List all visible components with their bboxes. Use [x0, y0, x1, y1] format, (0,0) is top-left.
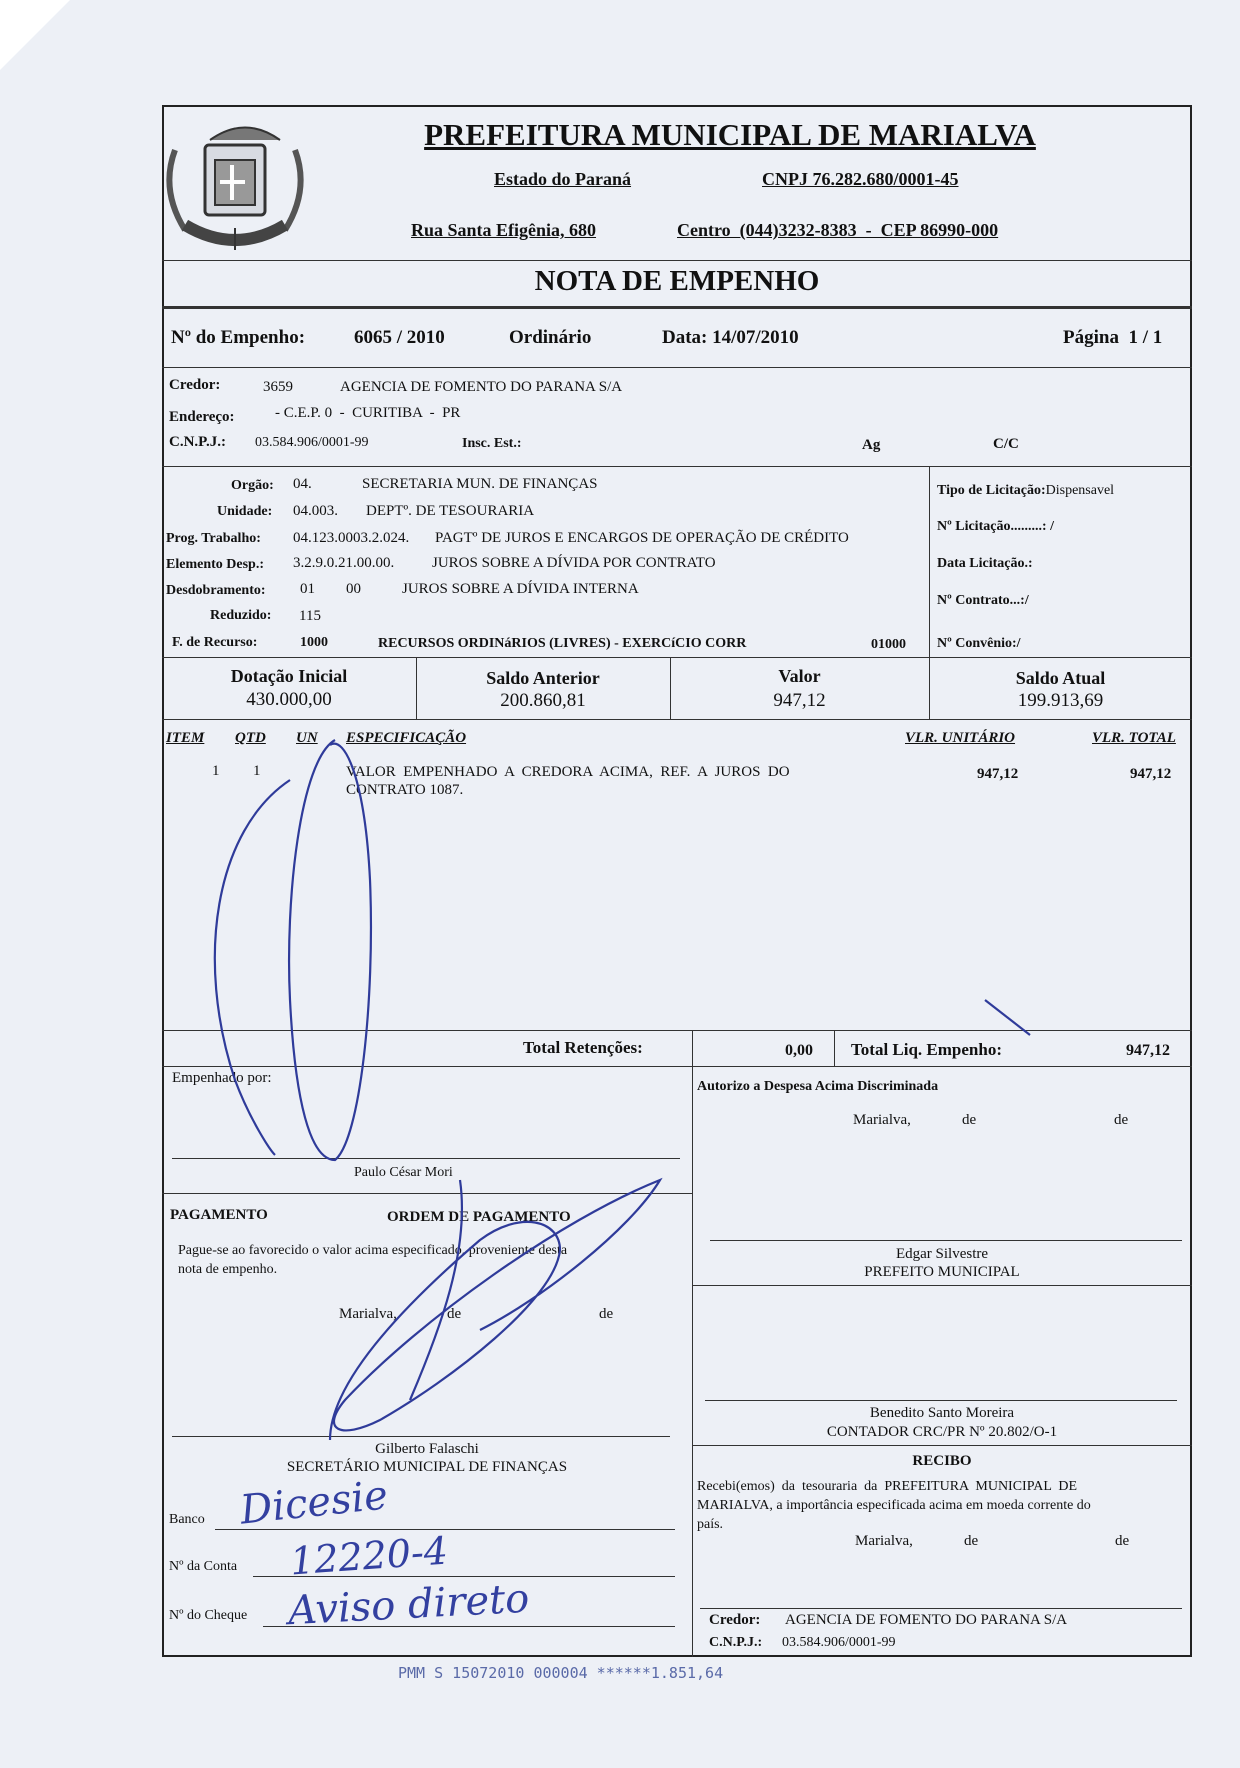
prefeito-cargo: PREFEITO MUNICIPAL — [864, 1264, 1020, 1280]
empenhado-nome: Paulo César Mori — [354, 1165, 453, 1180]
tipo-licitacao: Tipo de Licitação:Dispensavel — [937, 483, 1115, 498]
saldo-atual-label: Saldo Atual — [1015, 668, 1106, 688]
conta-corrente-label: C/C — [993, 436, 1019, 452]
org-cnpj: CNPJ 76.282.680/0001-45 — [762, 169, 959, 189]
cnpj-label: C.N.P.J.: — [169, 434, 226, 450]
fonte-recurso-code: 1000 — [300, 635, 328, 650]
cheque-label: Nº do Cheque — [169, 1608, 248, 1623]
col-especificacao: ESPECIFICAÇÃO — [346, 730, 467, 746]
credor-cnpj: 03.584.906/0001-99 — [255, 435, 369, 450]
banco-label: Banco — [169, 1512, 205, 1527]
unidade-label: Unidade: — [217, 504, 273, 519]
desdobramento-name: JUROS SOBRE A DÍVIDA INTERNA — [402, 581, 639, 597]
autorizo-text: Autorizo a Despesa Acima Discriminada — [697, 1079, 939, 1094]
item-desc-line2: CONTRATO 1087. — [346, 782, 464, 798]
item-total-value: 947,12 — [1130, 766, 1172, 782]
recibo-title: RECIBO — [912, 1453, 972, 1469]
reduzido-label: Reduzido: — [210, 608, 272, 623]
elemento-code: 3.2.9.0.21.00.00. — [293, 555, 395, 571]
credor-address: - C.E.P. 0 - CURITIBA - PR — [275, 405, 461, 421]
recibo-cnpj-label: C.N.P.J.: — [709, 1635, 763, 1650]
autorizo-local: Marialva, — [853, 1112, 911, 1128]
credor-code: 3659 — [263, 379, 293, 395]
recibo-text-line3: país. — [697, 1517, 724, 1532]
total-retencoes-label: Total Retenções: — [523, 1038, 643, 1057]
orgao-code: 04. — [293, 476, 312, 492]
total-retencoes-value: 0,00 — [785, 1042, 813, 1059]
empenhado-por-label: Empenhado por: — [172, 1070, 272, 1086]
dotacao-label: Dotação Inicial — [230, 666, 348, 686]
valor-label: Valor — [778, 666, 821, 686]
col-item: ITEM — [166, 730, 205, 746]
pagamento-text-line2: nota de empenho. — [178, 1262, 278, 1277]
pagamento-label: PAGAMENTO — [170, 1207, 268, 1223]
insc-est-label: Insc. Est.: — [462, 436, 522, 451]
elemento-label: Elemento Desp.: — [166, 557, 264, 572]
recibo-credor-label: Credor: — [709, 1612, 761, 1628]
col-vlr-unitario: VLR. UNITÁRIO — [905, 730, 1016, 746]
authentication-stamp: PMM S 15072010 000004 ******1.851,64 — [398, 1664, 724, 1682]
saldo-anterior-value: 200.860,81 — [500, 690, 586, 711]
desdobramento-b: 00 — [346, 581, 361, 597]
fonte-recurso-label: F. de Recurso: — [172, 635, 258, 650]
credor-label: Credor: — [169, 377, 221, 393]
item-desc-line1: VALOR EMPENHADO A CREDORA ACIMA, REF. A JUROS DO — [346, 764, 790, 780]
numero-contrato: Nº Contrato...:/ — [937, 593, 1029, 608]
fonte-recurso-code2: 01000 — [871, 637, 906, 652]
page-number: Página 1 / 1 — [1063, 327, 1163, 348]
pagamento-text-line1: Pague-se ao favorecido o valor acima especificado, proveniente desta — [178, 1243, 568, 1258]
autorizo-de1: de — [962, 1112, 977, 1128]
orgao-label: Orgão: — [231, 478, 274, 493]
recibo-de2: de — [1115, 1533, 1130, 1549]
total-liquido-label: Total Liq. Empenho: — [851, 1040, 1002, 1059]
handwritten-conta: 12220-4 — [288, 1528, 450, 1584]
empenho-number-label: Nº do Empenho: — [171, 327, 306, 348]
unidade-name: DEPTº. DE TESOURARIA — [366, 503, 535, 519]
col-un: UN — [296, 730, 318, 746]
secretario-cargo: SECRETÁRIO MUNICIPAL DE FINANÇAS — [286, 1459, 568, 1475]
document-title: NOTA DE EMPENHO — [534, 265, 820, 297]
valor-value: 947,12 — [773, 690, 826, 711]
saldo-anterior-label: Saldo Anterior — [486, 668, 600, 688]
handwritten-cheque: Aviso direto — [286, 1575, 531, 1635]
numero-convenio: Nº Convênio:/ — [937, 636, 1021, 651]
dotacao-value: 430.000,00 — [246, 689, 332, 710]
empenho-number: 6065 / 2010 — [354, 327, 445, 348]
item-unit-value: 947,12 — [977, 766, 1019, 782]
recibo-de1: de — [964, 1533, 979, 1549]
reduzido-value: 115 — [299, 608, 321, 624]
credor-name: AGENCIA DE FOMENTO DO PARANA S/A — [340, 379, 623, 395]
col-qtd: QTD — [235, 730, 266, 746]
contador-nome: Benedito Santo Moreira — [869, 1405, 1015, 1421]
org-contact: Centro (044)3232-8383 - CEP 86990-000 — [677, 220, 999, 240]
col-vlr-total: VLR. TOTAL — [1092, 730, 1176, 746]
item-qtd: 1 — [253, 763, 261, 779]
prefeito-nome: Edgar Silvestre — [895, 1246, 989, 1262]
agencia-label: Ag — [862, 437, 881, 453]
recibo-credor-nome: AGENCIA DE FOMENTO DO PARANA S/A — [785, 1612, 1068, 1628]
recibo-text-line1: Recebi(emos) da tesouraria da PREFEITURA MUNICIPAL DE — [697, 1479, 1078, 1494]
secretario-nome: Gilberto Falaschi — [375, 1441, 479, 1457]
recibo-local: Marialva, — [855, 1533, 913, 1549]
ordem-pagamento-label: ORDEM DE PAGAMENTO — [387, 1209, 571, 1225]
recibo-cnpj: 03.584.906/0001-99 — [782, 1635, 896, 1650]
desdobramento-label: Desdobramento: — [166, 583, 266, 598]
pagamento-de1: de — [447, 1306, 462, 1322]
item-number: 1 — [212, 763, 220, 779]
orgao-name: SECRETARIA MUN. DE FINANÇAS — [362, 476, 598, 492]
pagamento-de2: de — [599, 1306, 614, 1322]
state-label: Estado do Paraná — [494, 169, 632, 189]
contador-cargo: CONTADOR CRC/PR Nº 20.802/O-1 — [826, 1424, 1058, 1440]
org-title: PREFEITURA MUNICIPAL DE MARIALVA — [424, 117, 1036, 152]
empenho-date: Data: 14/07/2010 — [662, 327, 799, 348]
handwritten-banco: Dicesie — [238, 1472, 390, 1534]
prog-trabalho-label: Prog. Trabalho: — [166, 531, 261, 546]
data-licitacao: Data Licitação.: — [937, 556, 1033, 571]
elemento-name: JUROS SOBRE A DÍVIDA POR CONTRATO — [432, 555, 716, 571]
numero-licitacao: Nº Licitação.........: / — [937, 519, 1054, 534]
conta-label: Nº da Conta — [169, 1559, 238, 1574]
scan-corner — [0, 0, 70, 70]
recibo-text-line2: MARIALVA, a importância especificada acima em moeda corrente do — [697, 1498, 1091, 1513]
prog-trabalho-name: PAGTº DE JUROS E ENCARGOS DE OPERAÇÃO DE CRÉDITO — [435, 530, 849, 546]
org-address: Rua Santa Efigênia, 680 — [411, 220, 597, 240]
desdobramento-a: 01 — [300, 581, 315, 597]
address-label: Endereço: — [169, 409, 235, 425]
saldo-atual-value: 199.913,69 — [1017, 690, 1104, 711]
total-liquido-value: 947,12 — [1126, 1042, 1170, 1059]
prog-trabalho-code: 04.123.0003.2.024. — [293, 530, 410, 546]
autorizo-de2: de — [1114, 1112, 1129, 1128]
pagamento-local: Marialva, — [339, 1306, 397, 1322]
empenho-type: Ordinário — [509, 327, 592, 348]
unidade-code: 04.003. — [293, 503, 338, 519]
fonte-recurso-name: RECURSOS ORDINáRIOS (LIVRES) - EXERCíCIO CORR — [378, 636, 747, 651]
